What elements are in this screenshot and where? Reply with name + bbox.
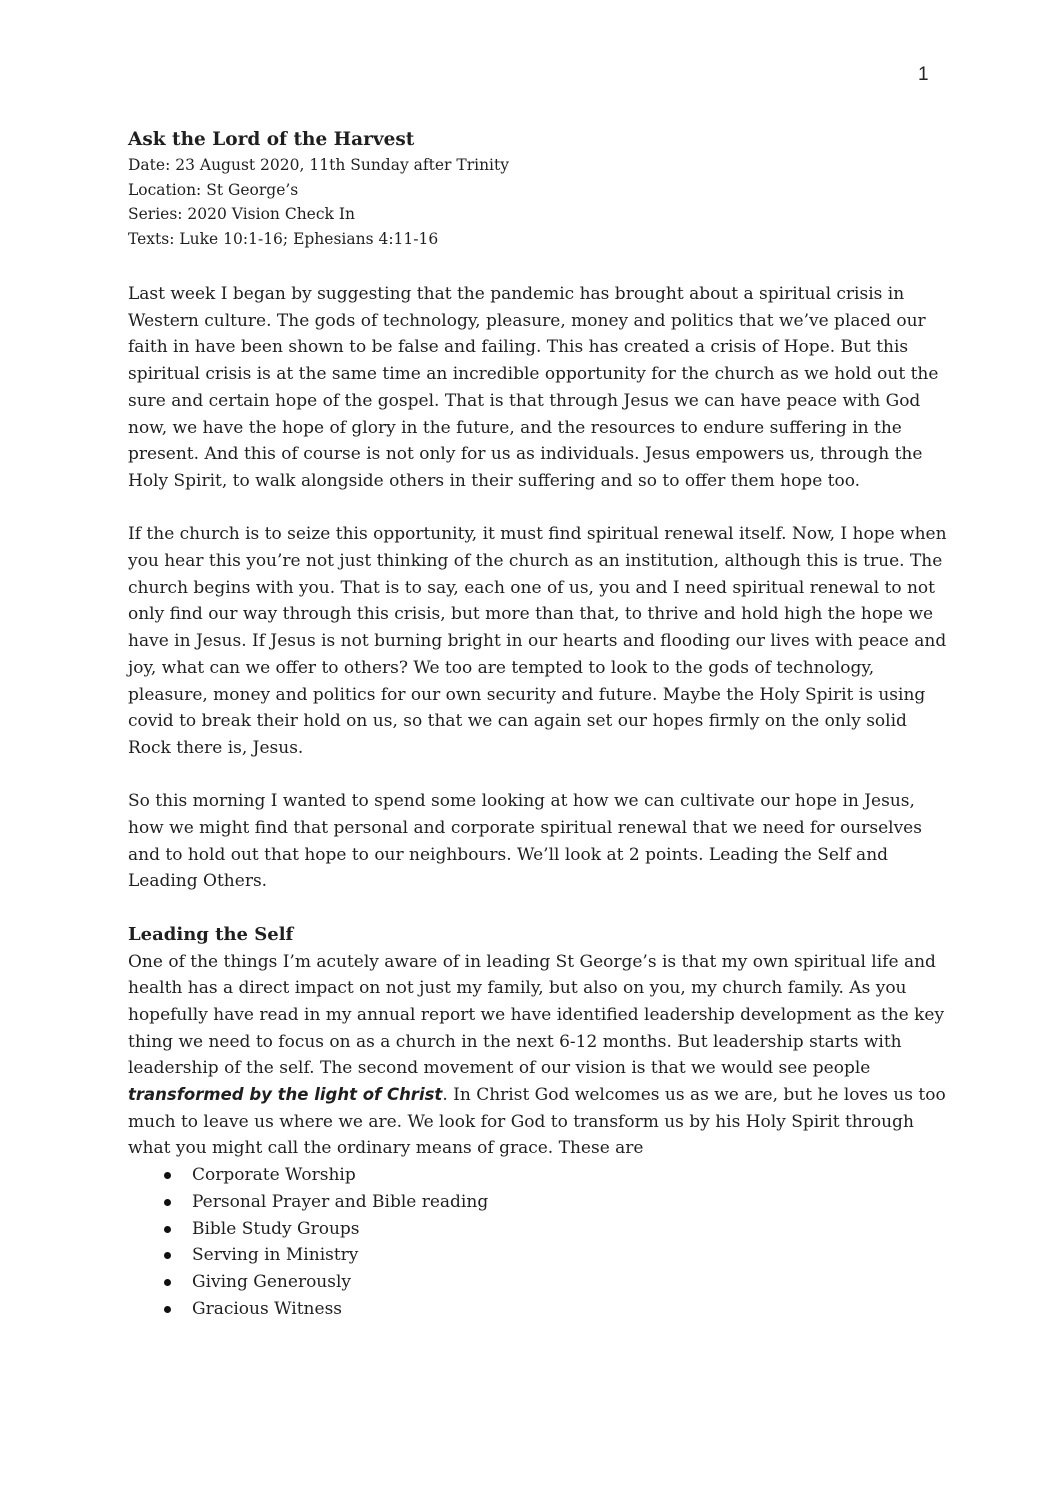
bullet-icon: [164, 1199, 171, 1206]
bullet-icon: [164, 1306, 171, 1313]
list-item: [128, 1296, 948, 1323]
section-heading: Leading the Self: [128, 923, 294, 945]
section-paragraph: [128, 949, 948, 1163]
list-item: [128, 1216, 948, 1243]
sermon-series: Series: 2020 Vision Check In: [128, 205, 355, 223]
sermon-title: Ask the Lord of the Harvest: [128, 129, 415, 150]
paragraph-2: If the church is to seize this opportunity, it must find spiritual renewal itself. Now, I hope when you hear this you’re not just thinking of the church as an institution, although this is true. The church begins with you. That is to say, each one of us, you and I need spiritual renewal to not only find our way through this crisis, but more than that, to thrive and hold high the hope we have in Jesus. If Jesus is not burning bright in our hearts and flooding our lives with peace and joy, what can we offer to others? We too are tempted to look to the gods of technology, pleasure, money and politics for our own security and future. Maybe the Holy Spirit is using covid to break their hold on us, so that we can again set our hopes firmly on the only solid Rock there is, Jesus.: [128, 524, 947, 758]
list-item: [128, 1162, 948, 1189]
sermon-date: Date: 23 August 2020, 11th Sunday after Trinity: [128, 156, 509, 174]
paragraph-1: Last week I began by suggesting that the pandemic has brought about a spiritual crisis in Western culture. The gods of technology, pleasure, money and politics that we’ve placed our faith in have been shown to be false and failing. This has created a crisis of Hope. But this spiritual crisis is at the same time an incredible opportunity for the church as we hold out the sure and certain hope of the gospel. That is that through Jesus we can have peace with God now, we have the hope of glory in the future, and the resources to endure suffering in the present. And this of course is not only for us as individuals. Jesus empowers us, through the Holy Spirit, to walk alongside others in their suffering and so to offer them hope too.: [128, 284, 939, 491]
section-text-before: One of the things I’m acutely aware of in leading St George’s is that my own spiritual life and health has a direct impact on not just my family, but also on you, my church family. As you hopefully have read in my annual report we have identified leadership development as the key thing we need to focus on as a church in the next 6-12 months. But leadership starts with leadership of the self. The second movement of our vision is that we would see people: [128, 951, 945, 1079]
list-item: [128, 1189, 948, 1216]
means-of-grace-list: [128, 1162, 948, 1322]
bullet-icon: [164, 1172, 171, 1179]
list-item-label: Gracious Witness: [192, 1298, 343, 1319]
list-item-label: Personal Prayer and Bible reading: [192, 1191, 489, 1212]
bullet-icon: [164, 1279, 171, 1286]
list-item-label: Corporate Worship: [192, 1165, 356, 1186]
page-number: 1: [918, 64, 929, 85]
list-item: [128, 1242, 948, 1269]
paragraph-3: So this morning I wanted to spend some looking at how we can cultivate our hope in Jesus, how we might find that personal and corporate spiritual renewal that we need for ourselves and to hold out that hope to our neighbours. We’ll look at 2 points. Leading the Self and Leading Others.: [128, 791, 922, 892]
list-item-label: Giving Generously: [192, 1271, 352, 1292]
sermon-location: Location: St George’s: [128, 180, 299, 199]
list-item-label: Bible Study Groups: [192, 1218, 360, 1239]
sermon-texts: Texts: Luke 10:1-16; Ephesians 4:11-16: [128, 229, 439, 248]
section-text-after: . In Christ God welcomes us as we are, but he loves us too much to leave us where we are. We look for God to transform us by his Holy Spirit through what you might call the ordinary means of grace. These are: [128, 1085, 946, 1159]
list-item-label: Serving in Ministry: [192, 1245, 359, 1266]
list-item: [128, 1269, 948, 1296]
bullet-icon: [164, 1252, 171, 1259]
document-body: [128, 127, 948, 1322]
bullet-icon: [164, 1226, 171, 1233]
section-emphasis: transformed by the light of Christ: [128, 1085, 443, 1105]
